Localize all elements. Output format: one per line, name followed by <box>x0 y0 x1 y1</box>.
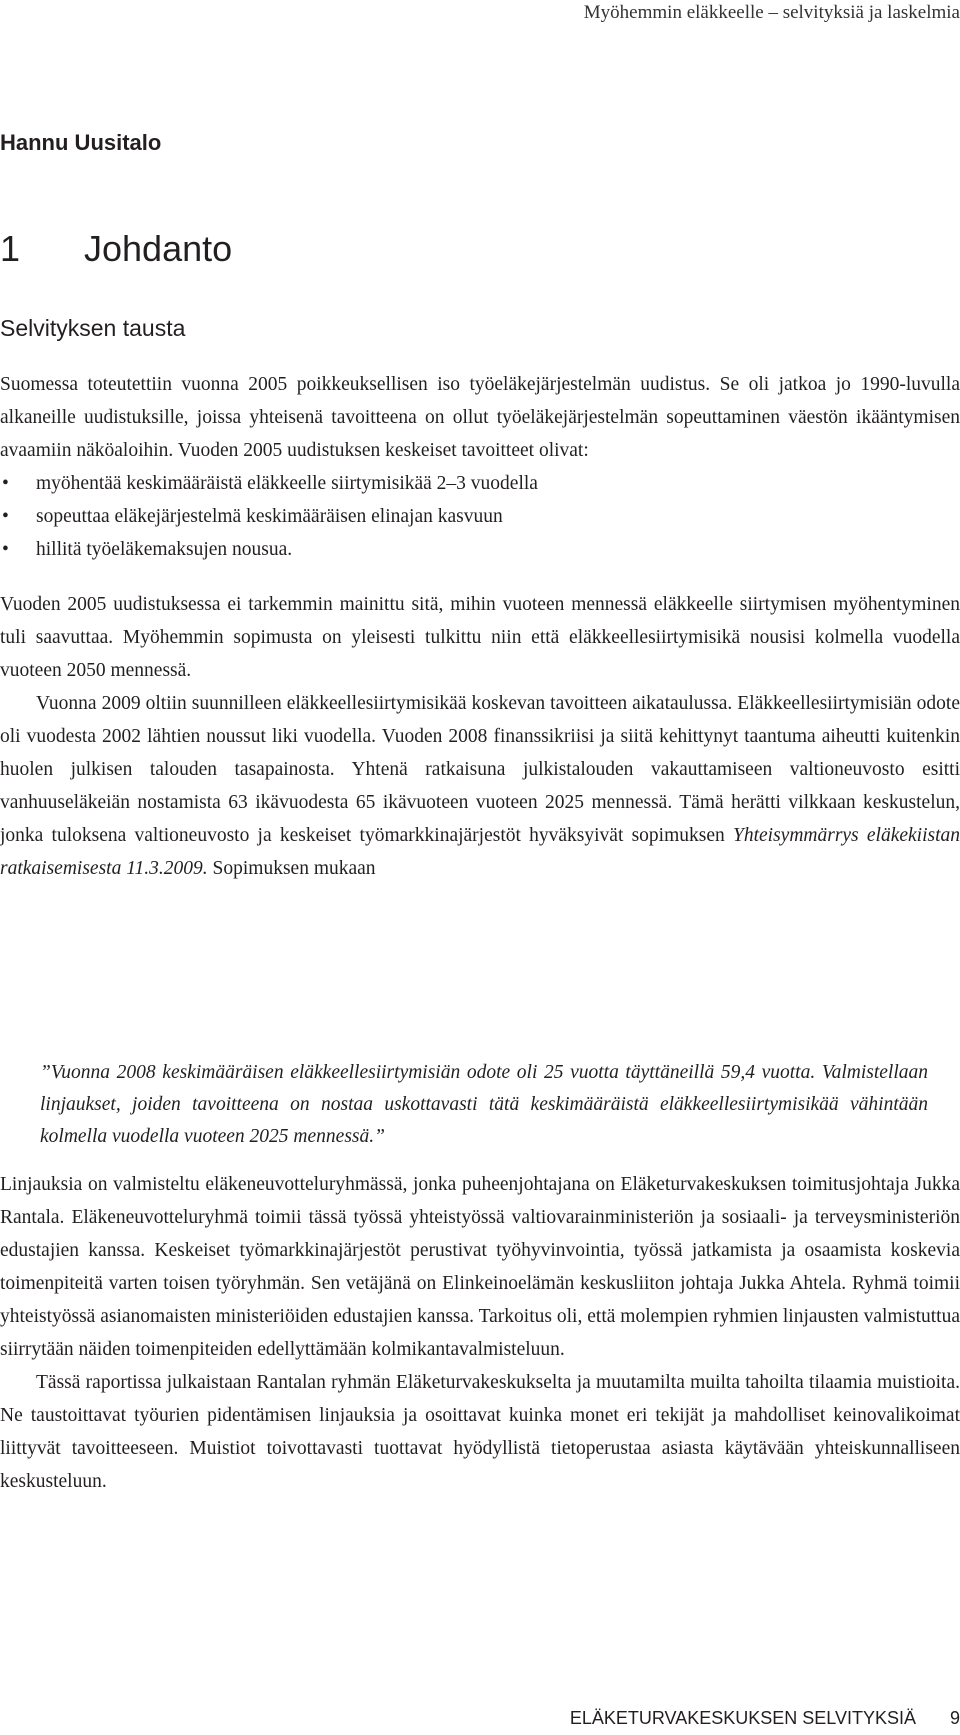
author-name: Hannu Uusitalo <box>0 130 162 155</box>
bullet-icon: • <box>2 539 9 560</box>
chapter-title: Johdanto <box>84 228 233 269</box>
series-title: ELÄKETURVAKESKUKSEN SELVITYKSIÄ <box>569 1708 916 1728</box>
body-block-2 <box>0 1168 960 1498</box>
goals-list <box>0 467 960 566</box>
chapter-number: 1 <box>0 228 21 269</box>
paragraph: Tässä raportissa julkaistaan Rantalan ryhmän Eläketurvakeskukselta ja muutamilta muilta tahoilta tilaamia muistioita. Ne taustoittavat työurien pidentämisen linjauksia ja osoittavat kuinka monet eri tekijät ja mahdolliset keinovalikoimat liittyvät tavoitteeseen. Muistiot toivottavasti tuottavat hyödyllistä tietoperustaa asiasta käytävään yhteiskunnalliseen keskusteluun. <box>0 1372 960 1492</box>
paragraph: Vuoden 2005 uudistuksessa ei tarkemmin mainittu sitä, mihin vuoteen mennessä eläkkeelle siirtymisen myöhentyminen tuli saavuttaa. Myöhemmin sopimusta on yleisesti tulkittu niin että eläkkeellesiirtymisikä nousisi kolmella vuodella vuoteen 2050 mennessä. <box>0 594 960 681</box>
bullet-icon: • <box>2 473 9 494</box>
section-heading: Selvityksen tausta <box>0 315 186 341</box>
page-footer <box>570 1708 960 1729</box>
paragraph: Linjauksia on valmisteltu eläkeneuvotteluryhmässä, jonka puheenjohtajana on Eläketurvakeskuksen toimitusjohtaja Jukka Rantala. Eläkeneuvotteluryhmä toimii tässä työssä yhteistyössä valtiovarainministeriön ja sosiaali- ja terveysministeriön edustajien kanssa. Keskeiset työmarkkinajärjestöt perustivat työhyvinvointia, työssä jatkamista ja osaamista koskevia toimenpiteitä varten toisen työryhmän. Sen vetäjänä on Elinkeinoelämän keskusliiton johtaja Jukka Ahtela. Ryhmä toimii yhteistyössä asianomaisten ministeriöiden edustajien kanssa. Tarkoitus oli, että molempien ryhmien linjausten valmistuttua siirrytään näiden toimenpiteiden edellyttämään kolmikantavalmisteluun. <box>0 1174 960 1360</box>
block-quote: ”Vuonna 2008 keskimääräisen eläkkeellesiirtymisiän odote oli 25 vuotta täyttäneillä 59,4 vuotta. Valmistellaan linjaukset, joiden tavoitteena on nostaa uskottavasti tätä keskimääräistä eläkkeellesiirtymisikää vähintään kolmella vuodella vuoteen 2025 mennessä.” <box>40 1062 928 1147</box>
intro-paragraph: Suomessa toteutettiin vuonna 2005 poikkeuksellisen iso työeläkejärjestelmän uudistus. Se oli jatkoa jo 1990-luvulla alkaneille uudistuksille, joissa yhteisenä tavoitteena on ollut työeläkejärjestelmän sopeuttaminen väestön ikääntymisen avaamiin näköaloihin. Vuoden 2005 uudistuksen keskeiset tavoitteet olivat: <box>0 374 960 461</box>
paragraph: Vuonna 2009 oltiin suunnilleen eläkkeellesiirtymisikää koskevan tavoitteen aikataulussa. Eläkkeellesiirtymisiän odote oli vuodesta 2002 lähtien noussut liki vuodella. Vuoden 2008 finanssikriisi ja siitä kehittynyt taantuma aiheutti kuitenkin huolen julkisen talouden tasapainosta. Yhtenä ratkaisuna julkistalouden vakauttamiseen valtioneuvosto esitti vanhuuseläkeiän nostamista 63 ikävuodesta 65 ikävuoteen vuoteen 2025 mennessä. Tämä herätti vilkkaan keskustelun, jonka tuloksena valtioneuvosto ja keskeiset työmarkkinajärjestöt hyväksyivät sopimuksen Yhteisymmärrys eläkekiistan ratkaisemisesta 11.3.2009. Sopimuksen mukaan <box>0 693 960 879</box>
body-block-1 <box>0 368 960 885</box>
list-item: • hillitä työeläkemaksujen nousua. <box>0 533 960 566</box>
agreement-title: Yhteisymmärrys eläkekiistan ratkaisemisesta 11.3.2009. <box>0 825 960 879</box>
chapter-heading <box>0 228 232 270</box>
bullet-icon: • <box>2 506 9 527</box>
page-number: 9 <box>949 1708 960 1728</box>
running-header: Myöhemmin eläkkeelle – selvityksiä ja laskelmia <box>583 2 960 23</box>
list-item: • myöhentää keskimääräistä eläkkeelle siirtymisikää 2–3 vuodella <box>0 467 960 500</box>
list-item: • sopeuttaa eläkejärjestelmä keskimääräisen elinajan kasvuun <box>0 500 960 533</box>
